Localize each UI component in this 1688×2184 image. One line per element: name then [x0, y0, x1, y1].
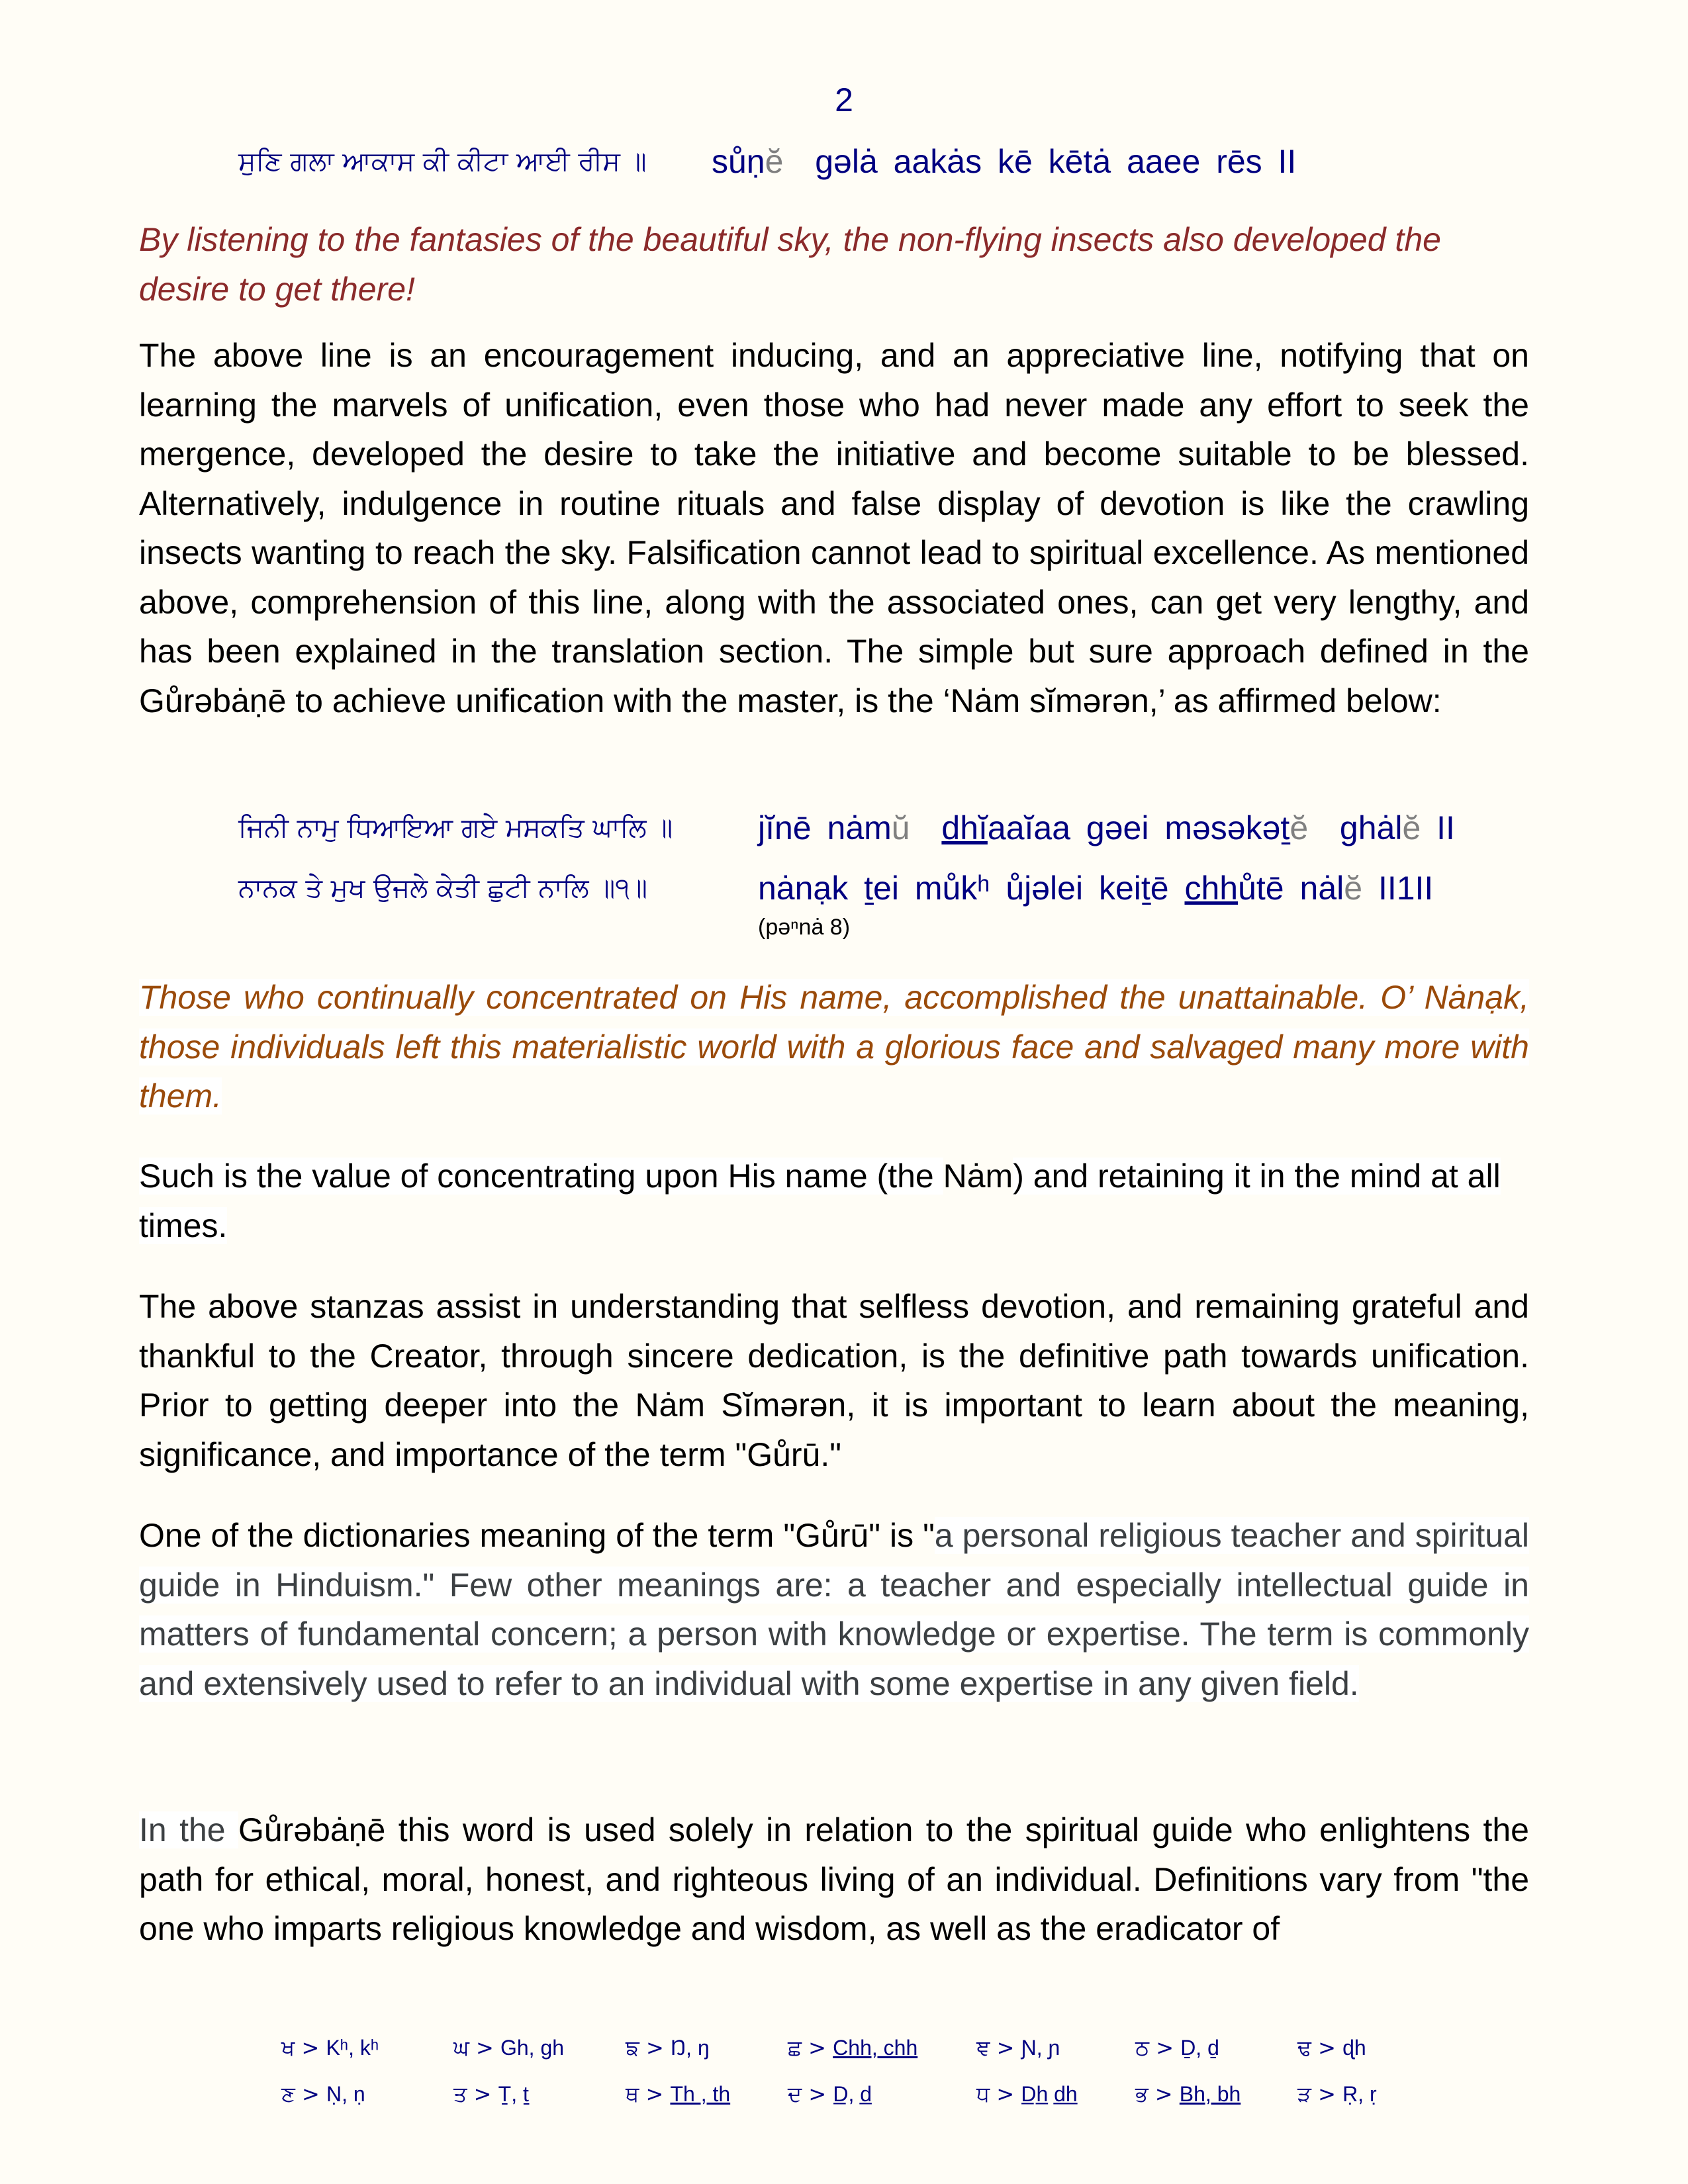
legend-gurmukhi-letter: ਞ >: [976, 2035, 1021, 2060]
translit-part: ůtē nȧl: [1238, 870, 1344, 907]
legend-gurmukhi-letter: ੜ >: [1297, 2081, 1343, 2107]
translit-part: nȧnạk ṯei můkʰ ůjəlei keiṯē: [758, 870, 1185, 907]
legend-item: [281, 2081, 365, 2107]
legend-transliteration: Ṛ, ṛ: [1342, 2082, 1377, 2106]
legend-gurmukhi-letter: ਠ >: [1135, 2035, 1181, 2060]
legend-item: [1135, 2081, 1241, 2107]
legend-gurmukhi-letter: ਭ >: [1135, 2081, 1180, 2107]
legend-gurmukhi-letter: ਛ >: [788, 2035, 833, 2060]
legend-gurmukhi-letter: ਤ >: [453, 2081, 498, 2107]
translit-part: II: [1421, 809, 1455, 846]
paragraph-4: [139, 1511, 1529, 1708]
legend-transliteration: D̲h̲ d̲h̲: [1021, 2082, 1078, 2106]
translit-underlined: dhĭ: [941, 809, 988, 846]
translation-pair: [139, 973, 1529, 1121]
legend-transliteration: Ŋ, ŋ: [670, 2036, 710, 2060]
legend-transliteration: Bh, bh: [1179, 2082, 1241, 2106]
paragraph-5-text: In the: [139, 1811, 238, 1848]
legend-item: [788, 2081, 872, 2107]
paragraph-4-quote: a personal religious teacher and spiritual guide in Hinduism." Few other meanings are: a teacher and especially intellectual guide in matters of fundamental concern; a person with knowledge or expertise. The term is commonly and extensively used to refer to an individual with some expertise in any given field.: [139, 1517, 1529, 1702]
legend-transliteration: Chh, chh: [833, 2036, 918, 2060]
translation-pair-text: Those who continually concentrated on His name, accomplished the unattainable. O’ Nȧnạk, those individuals left this materialistic world with a glorious face and salvaged many more with them.: [139, 979, 1529, 1115]
legend-gurmukhi-letter: ਣ >: [281, 2081, 326, 2107]
translit-muted-vowel: ĕ: [1289, 809, 1309, 846]
legend-transliteration: Kʰ, kʰ: [326, 2036, 379, 2060]
legend-gurmukhi-letter: ਖ >: [281, 2035, 326, 2060]
page-number: 2: [835, 81, 853, 118]
verse-top-gurmukhi: ਸੁਣਿ ਗਲਾ ਆਕਾਸ ਕੀ ਕੀਟਾ ਆਈ ਰੀਸ ॥: [238, 146, 647, 177]
paragraph-2-text: ) and retaining it in the mind at all times.: [139, 1158, 1501, 1244]
translit-part: ghȧl: [1339, 809, 1403, 846]
legend-item: [1135, 2035, 1219, 2061]
verse-line-2-transliteration: [758, 869, 1433, 907]
translation-top: By listening to the fantasies of the beautiful sky, the non-flying insects also developed the desire to get there!: [139, 221, 1441, 308]
verse-line-1-transliteration: [758, 809, 1455, 847]
legend-item: [976, 2035, 1060, 2061]
legend-item: [976, 2081, 1078, 2107]
legend-gurmukhi-letter: ਢ >: [1297, 2035, 1343, 2060]
paragraph-2-term: Nȧm: [943, 1158, 1013, 1195]
verse-source-page: (pəⁿnȧ 8): [758, 915, 851, 940]
paragraph-5: [139, 1805, 1529, 1954]
paragraph-5-text: Gůrəbȧṇē this word is used solely in relation to the spiritual guide who enlightens the path for ethical, moral, honest, and righteous living of an individual. Definitions vary from "the one who imparts religious knowledge and wisdom, as well as the eradicator of: [139, 1811, 1529, 1947]
paragraph-2-text: Such is the value of concentrating upon His name (the: [139, 1158, 943, 1195]
translit-muted-vowel: ĕ: [765, 143, 784, 180]
legend-gurmukhi-letter: ਘ >: [453, 2035, 500, 2060]
legend-gurmukhi-letter: ਙ >: [626, 2035, 671, 2060]
legend-item: [1297, 2035, 1366, 2061]
legend-gurmukhi-letter: ਧ >: [976, 2081, 1021, 2107]
legend-item: [626, 2081, 730, 2107]
verse-line-1-gurmukhi: ਜਿਨੀ ਨਾਮੁ ਧਿਆਇਆ ਗਏ ਮਸਕਤਿ ਘਾਲਿ ॥: [238, 813, 673, 843]
legend-item: [281, 2035, 379, 2061]
translit-underlined: chh: [1184, 870, 1239, 907]
paragraph-3: The above stanzas assist in understanding that selfless devotion, and remaining grateful and thankful to the Creator, through sincere dedication, is the definitive path towards unification. Prior to getting deeper into the Nȧm Sĭmərən, it is important to learn about the meaning, significance, and importance of the term "Gůrū.": [139, 1288, 1529, 1473]
legend-transliteration: ɖh: [1342, 2036, 1366, 2060]
legend-transliteration: D̲, d̲: [833, 2082, 872, 2106]
legend-gurmukhi-letter: ਦ >: [788, 2081, 833, 2107]
paragraph-2: [139, 1152, 1529, 1250]
translit-part: jĭnē nȧm: [758, 809, 892, 846]
verse-line-2-gurmukhi: ਨਾਨਕ ਤੇ ਮੁਖ ਉਜਲੇ ਕੇਤੀ ਛੁਟੀ ਨਾਲਿ ॥੧॥: [238, 873, 647, 903]
legend-transliteration: Ṯ, ṯ: [498, 2082, 529, 2106]
translit-part: II1II: [1362, 870, 1434, 907]
legend-transliteration: Ṇ, ṇ: [326, 2082, 365, 2106]
legend-transliteration: Th , th: [670, 2082, 731, 2106]
paragraph-4-text: One of the dictionaries meaning of the term "Gůrū" is ": [139, 1517, 935, 1554]
legend-item: [453, 2035, 564, 2061]
translit-part: sůṇ: [712, 143, 765, 180]
verse-top-transliteration: [712, 142, 1296, 181]
legend-item: [788, 2035, 917, 2061]
legend-item: [1297, 2081, 1377, 2107]
paragraph-1: The above line is an encouragement inducing, and an appreciative line, notifying that on learning the marvels of unification, even those who had never made any effort to seek the mergence, developed the desire to take the initiative and become suitable to be blessed. Alternatively, indulgence in routine rituals and false display of devotion is like the crawling insects wanting to reach the sky. Falsification cannot lead to spiritual excellence. As mentioned above, comprehension of this line, along with the associated ones, can get very lengthy, and has been explained in the translation section. The simple but sure approach defined in the Gůrəbȧṇē to achieve unification with the master, is the ‘Nȧm sĭmərən,’ as affirmed below:: [139, 337, 1529, 719]
legend-transliteration: Gh, gh: [500, 2036, 565, 2060]
legend-transliteration: Ḏ, ḏ: [1180, 2036, 1219, 2060]
translit-muted-vowel: ĕ: [1402, 809, 1421, 846]
legend-item: [453, 2081, 529, 2107]
legend-gurmukhi-letter: ਥ >: [626, 2081, 671, 2107]
translit-part: aaĭaa gəei məsəkəṯ: [987, 809, 1290, 846]
legend-item: [626, 2035, 710, 2061]
translit-muted-vowel: ĕ: [1344, 870, 1363, 907]
translit-part: gəlȧ aakȧs kē kētȧ aaee rēs II: [815, 143, 1297, 180]
translit-muted-vowel: ŭ: [891, 809, 910, 846]
legend-transliteration: Ɲ, ɲ: [1021, 2036, 1060, 2060]
